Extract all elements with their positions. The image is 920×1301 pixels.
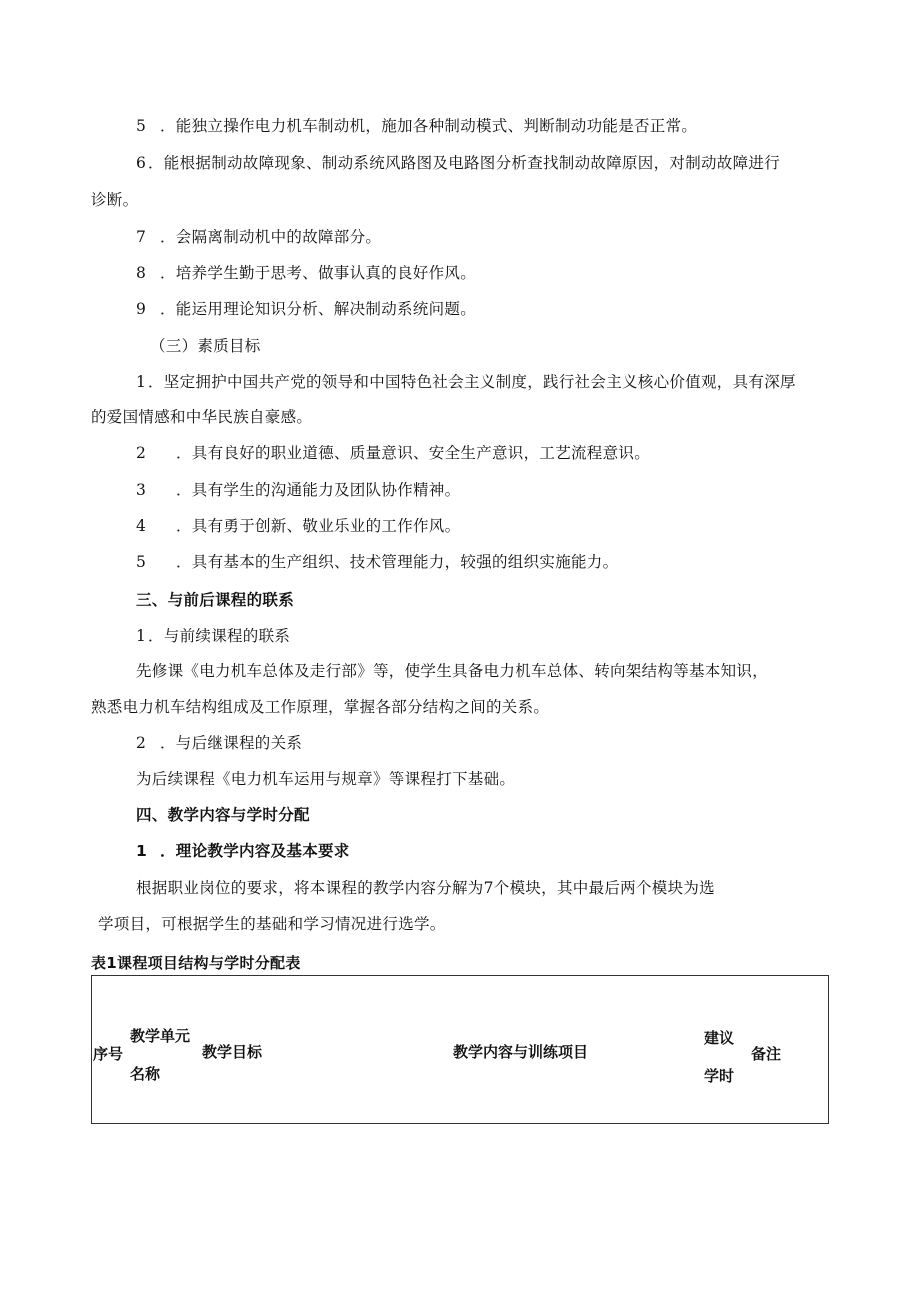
item-number: 1: [136, 842, 148, 860]
item-text: ．与后继课程的关系: [160, 734, 303, 752]
item-number: 2: [136, 734, 147, 752]
paragraph-later-courses: [136, 769, 515, 789]
subsection-prior-courses: [136, 626, 290, 646]
header-goal: 教学目标: [202, 1043, 263, 1061]
item-quality-4: [136, 516, 460, 536]
item-text: ．坚定拥护中国共产党的领导和中国特色社会主义制度，践行社会主义核心价值观，具有深厚: [148, 373, 796, 391]
header-hours-line2: 学时: [704, 1067, 735, 1085]
subsection-heading-quality: [150, 336, 261, 356]
item-number: 3: [136, 481, 147, 499]
item-skill-6-cont: [91, 190, 138, 210]
item-text: 诊断。: [91, 191, 139, 209]
header-remark: 备注: [751, 1045, 782, 1063]
section-heading-3: [136, 590, 294, 610]
item-text: ．理论教学内容及基本要求: [160, 842, 350, 860]
heading-text: 四、教学内容与学时分配: [136, 806, 310, 824]
item-quality-3: [136, 480, 460, 500]
item-text: ．能运用理论知识分析、解决制动系统问题。: [160, 300, 477, 318]
header-content: 教学内容与训练项目: [453, 1043, 589, 1061]
item-text: ．培养学生勤于思考、做事认真的良好作风。: [160, 264, 477, 282]
item-number: 1: [136, 627, 147, 645]
item-quality-1-cont: [91, 407, 312, 427]
item-text: ．与前续课程的联系: [148, 627, 291, 645]
paragraph-text: 先修课《电力机车总体及走行部》等，使学生具备电力机车总体、转向架结构等基本知识，: [136, 662, 769, 680]
item-number: 2: [136, 444, 147, 462]
paragraph-modules-cont: [98, 914, 446, 934]
paragraph-modules: [136, 878, 715, 898]
item-number: 7: [136, 228, 147, 246]
paragraph-text: 熟悉电力机车结构组成及工作原理，掌握各部分结构之间的关系。: [91, 698, 550, 716]
paragraph-text: 学项目，可根据学生的基础和学习情况进行选学。: [98, 915, 446, 933]
item-number: 5: [136, 553, 147, 571]
item-number: 8: [136, 264, 147, 282]
item-number: 4: [136, 517, 147, 535]
item-number: 5: [136, 117, 147, 135]
item-text: ．具有良好的职业道德、质量意识、安全生产意识，工艺流程意识。: [176, 444, 651, 462]
heading-text: （三）素质目标: [150, 337, 261, 355]
subsection-later-courses: [136, 733, 302, 753]
item-skill-5: [136, 116, 697, 136]
subsection-theory-content: [136, 841, 350, 861]
item-skill-8: [136, 263, 476, 283]
item-quality-2: [136, 443, 650, 463]
item-text: ．具有勇于创新、敬业乐业的工作作风。: [176, 517, 461, 535]
course-structure-table: [91, 975, 829, 1124]
header-unit-line1: 教学单元: [130, 1027, 191, 1045]
item-number: 9: [136, 300, 147, 318]
header-hours-line1: 建议: [704, 1029, 735, 1047]
header-seq: 序号: [93, 1045, 124, 1063]
paragraph-prior-courses: [136, 661, 768, 681]
item-text: ．能独立操作电力机车制动机，施加各种制动模式、判断制动功能是否正常。: [160, 117, 698, 135]
item-text: ．具有基本的生产组织、技术管理能力，较强的组织实施能力。: [176, 553, 619, 571]
item-text: ．具有学生的沟通能力及团队协作精神。: [176, 481, 461, 499]
header-unit-line2: 名称: [130, 1065, 161, 1083]
item-number: 1: [136, 373, 147, 391]
paragraph-text: 根据职业岗位的要求，将本课程的教学内容分解为7个模块，其中最后两个模块为选: [136, 879, 715, 897]
item-text: ．会隔离制动机中的故障部分。: [160, 228, 382, 246]
table-title: 表1课程项目结构与学时分配表: [91, 954, 301, 972]
item-number: 6: [136, 154, 147, 172]
item-skill-9: [136, 299, 476, 319]
item-skill-7: [136, 227, 381, 247]
item-quality-5: [136, 552, 618, 572]
item-quality-1: [136, 372, 796, 392]
item-skill-6: [136, 153, 780, 173]
section-heading-4: [136, 805, 310, 825]
paragraph-text: 为后续课程《电力机车运用与规章》等课程打下基础。: [136, 770, 516, 788]
heading-text: 三、与前后课程的联系: [136, 591, 295, 609]
item-text: ．能根据制动故障现象、制动系统风路图及电路图分析查找制动故障原因，对制动故障进行: [148, 154, 781, 172]
item-text: 的爱国情感和中华民族自豪感。: [91, 408, 313, 426]
paragraph-prior-courses-cont: [91, 697, 549, 717]
